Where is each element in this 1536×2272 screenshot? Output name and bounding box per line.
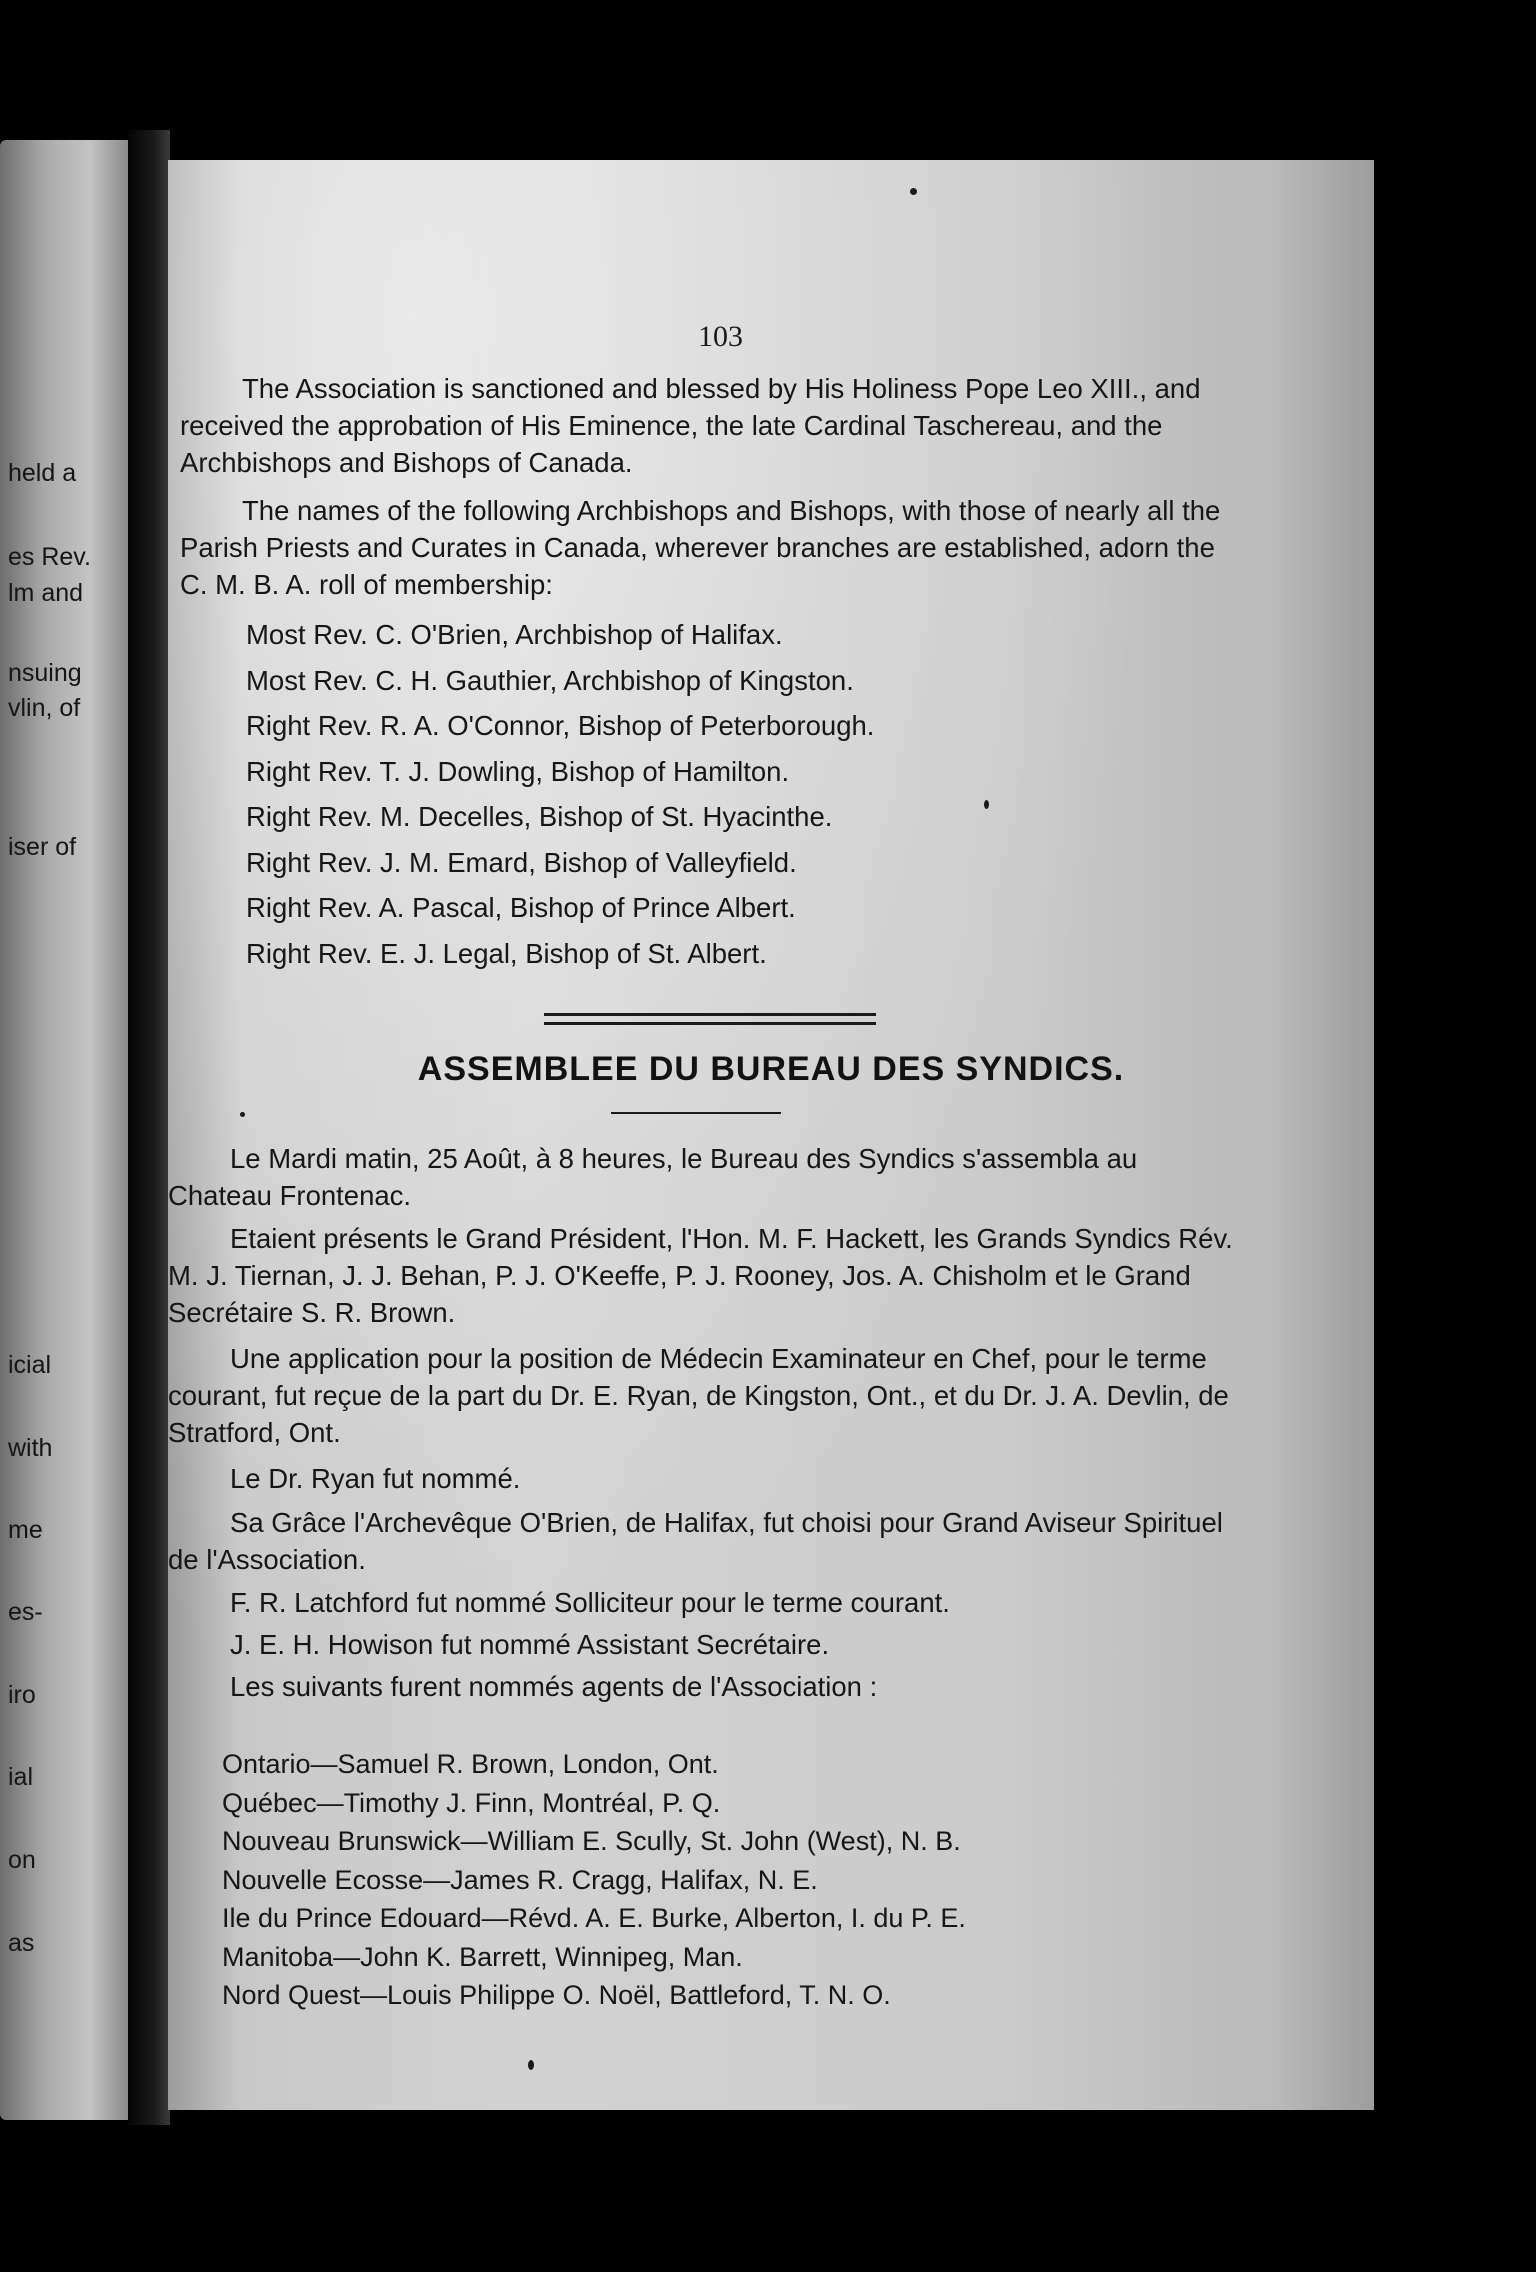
left-page-fragment: iser of [8,833,77,861]
bishop-entry: Right Rev. R. A. O'Connor, Bishop of Peterborough. [246,710,875,741]
minutes-paragraph: Etaient présents le Grand Président, l'Hon. M. F. Hackett, les Grands Syndics Rév. M. J. Tiernan, J. J. Behan, P. J. O'Keeffe, P. J. Rooney, Jos. A. Chisholm et le Grand Secrétaire S. R. Brown. [168,1223,1233,1328]
minutes-paragraph: Sa Grâce l'Archevêque O'Brien, de Halifax, fut choisi pour Grand Aviseur Spirituel de l'Association. [168,1507,1223,1575]
left-page-fragment: with [8,1434,53,1462]
paper-speck [528,2060,534,2070]
document-page [168,160,1374,2110]
minutes-paragraph: Les suivants furent nommés agents de l'Association : [230,1671,878,1702]
left-page-fragment: es Rev. [8,543,91,571]
bishop-entry: Most Rev. C. O'Brien, Archbishop of Halifax. [246,619,783,650]
minutes-paragraph: Le Mardi matin, 25 Août, à 8 heures, le Bureau des Syndics s'assembla au Chateau Frontenac. [168,1143,1138,1211]
bishop-entry: Right Rev. M. Decelles, Bishop of St. Hyacinthe. [246,801,833,832]
left-page-fragment: icial [8,1351,52,1379]
agent-entry: Manitoba—John K. Barrett, Winnipeg, Man. [222,1941,743,1972]
bishop-entry: Right Rev. A. Pascal, Bishop of Prince Albert. [246,892,796,923]
section-heading: ASSEMBLEE DU BUREAU DES SYNDICS. [417,1050,1125,1088]
double-rule-top [544,1013,876,1016]
page-number: 103 [698,320,743,353]
intro-paragraph-2: The names of the following Archbishops and Bishops, with those of nearly all the Parish Priests and Curates in Canada, wherever branches are established, adorn the C. M. B. A. roll of membership: [180,495,1221,600]
agent-entry: Ile du Prince Edouard—Révd. A. E. Burke, Alberton, I. du P. E. [222,1903,966,1933]
agent-entry: Nouveau Brunswick—William E. Scully, St. John (West), N. B. [222,1826,961,1856]
paper-speck [910,188,917,195]
minutes-paragraph: Le Dr. Ryan fut nommé. [230,1463,521,1494]
agent-entry: Ontario—Samuel R. Brown, London, Ont. [222,1749,719,1779]
bishop-entry: Right Rev. T. J. Dowling, Bishop of Hamilton. [246,755,790,787]
left-page-fragment: held a [8,459,77,487]
bishop-entry: Most Rev. C. H. Gauthier, Archbishop of Kingston. [246,664,854,696]
bishops-list [246,612,874,976]
intro-paragraph-1: The Association is sanctioned and blessed by His Holiness Pope Leo XIII., and received the approbation of His Eminence, the late Cardinal Taschereau, and the Archbishops and Bishops of Canada. [180,373,1201,478]
book-gutter [128,130,170,2125]
paper-speck [240,1112,245,1117]
left-page-fragment: ial [8,1763,34,1791]
left-page-fragment: lm and [8,579,84,607]
agent-entry: Nord Quest—Louis Philippe O. Noël, Battleford, T. N. O. [222,1980,891,2010]
left-page-fragment: nsuing [8,659,82,687]
left-page-fragment: on [8,1846,36,1874]
left-page-fragment: me [8,1516,43,1544]
paper-speck [984,800,989,809]
left-page-fragment: vlin, of [8,694,81,722]
left-page-fragment: es- [8,1598,43,1626]
agents-list [222,1745,966,2015]
minutes-paragraph: Une application pour la position de Médecin Examinateur en Chef, pour le terme courant, fut reçue de la part du Dr. E. Ryan, de Kingston, Ont., et du Dr. J. A. Devlin, de Stratford, Ont. [168,1343,1229,1448]
left-page-fragment: as [8,1929,35,1957]
bishop-entry: Right Rev. J. M. Emard, Bishop of Valleyfield. [246,846,797,878]
double-rule-bottom [544,1022,876,1025]
heading-underline [611,1112,781,1114]
minutes-paragraph: F. R. Latchford fut nommé Solliciteur pour le terme courant. [230,1587,950,1618]
minutes-paragraph: J. E. H. Howison fut nommé Assistant Secrétaire. [230,1629,830,1660]
previous-page-edge [0,140,128,2120]
left-page-fragment: iro [8,1681,36,1709]
agent-entry: Nouvelle Ecosse—James R. Cragg, Halifax, N. E. [222,1864,818,1895]
bishop-entry: Right Rev. E. J. Legal, Bishop of St. Albert. [246,937,767,969]
agent-entry: Québec—Timothy J. Finn, Montréal, P. Q. [222,1787,721,1818]
